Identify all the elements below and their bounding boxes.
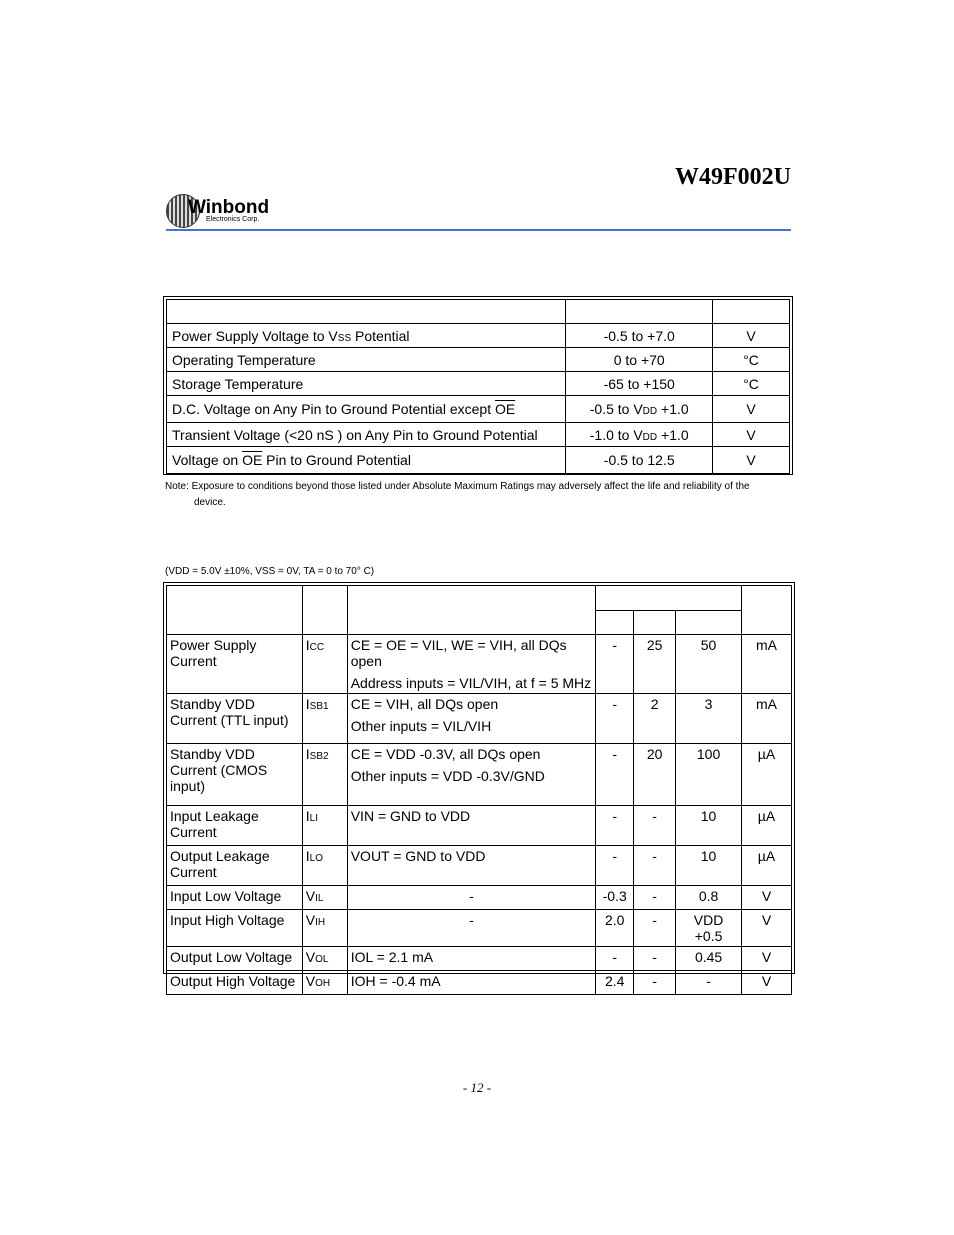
condition-line-1: - <box>469 912 474 928</box>
condition-cell <box>347 635 595 694</box>
rating-sub: DD <box>642 431 658 443</box>
symbol-cell <box>302 694 347 744</box>
param-cell: Storage Temperature <box>167 372 566 396</box>
symbol-sub: OH <box>315 978 331 989</box>
symbol-cell <box>302 947 347 971</box>
max-cell: 0.8 <box>676 886 742 910</box>
typ-cell: 20 <box>634 744 676 806</box>
abs-max-table <box>166 299 790 474</box>
typ-cell: - <box>634 806 676 846</box>
min-cell: -0.3 <box>596 886 634 910</box>
symbol-sub: LI <box>309 813 318 824</box>
symbol-letter: I <box>305 746 310 762</box>
symbol-sub: IH <box>315 917 326 928</box>
typ-cell: 2 <box>634 694 676 744</box>
table-row <box>167 324 790 348</box>
typ-cell: - <box>634 947 676 971</box>
condition-cell <box>347 744 595 806</box>
symbol-letter: I <box>305 848 310 864</box>
condition-cell <box>347 910 595 947</box>
condition-line-1: - <box>469 888 474 904</box>
param-cell: Input Low Voltage <box>167 886 303 910</box>
unit-cell: V <box>742 886 792 910</box>
param-cell: Input High Voltage <box>167 910 303 947</box>
symbol-letter: I <box>305 808 310 824</box>
symbol-letter: V <box>305 912 316 928</box>
unit-cell: µA <box>742 846 792 886</box>
symbol-letter: V <box>305 949 316 965</box>
unit-cell: V <box>742 947 792 971</box>
table-row <box>167 635 792 694</box>
symbol-cell <box>302 886 347 910</box>
part-number-title: W49F002U <box>675 164 791 190</box>
rating-cell: -0.5 to +7.0 <box>566 324 713 348</box>
condition-line-2: Address inputs = VIL/VIH, at f = 5 MHz <box>350 675 592 691</box>
dc-conditions: (VDD = 5.0V ±10%, VSS = 0V, TA = 0 to 70° C) <box>165 566 375 577</box>
unit-cell: µA <box>742 806 792 846</box>
min-cell: 2.0 <box>596 910 634 947</box>
page-number: - 12 - <box>462 1080 492 1095</box>
unit-cell: V <box>713 423 790 447</box>
rating-pre: -1.0 to V <box>589 426 643 443</box>
table-row <box>167 694 792 744</box>
symbol-cell <box>302 846 347 886</box>
typ-cell: - <box>634 846 676 886</box>
symbol-sub: IL <box>315 893 324 904</box>
param-sub: SS <box>337 332 352 344</box>
param-cell: Standby VDD Current (CMOS input) <box>167 744 303 806</box>
condition-line-2: Other inputs = VDD -0.3V/GND <box>350 768 545 784</box>
max-cell: 100 <box>676 744 742 806</box>
min-cell: - <box>596 694 634 744</box>
header-rule <box>166 229 791 231</box>
table-row <box>167 846 792 886</box>
unit-cell: V <box>742 910 792 947</box>
condition-cell <box>347 846 595 886</box>
condition-cell <box>347 947 595 971</box>
condition-line-1: CE = VDD -0.3V, all DQs open <box>350 746 541 762</box>
condition-line-1: VIN = GND to VDD <box>350 808 471 824</box>
param-cell: Power Supply Current <box>167 635 303 694</box>
table-row <box>167 947 792 971</box>
symbol-cell <box>302 971 347 995</box>
dc-table <box>166 585 792 995</box>
table-header-row <box>167 586 792 611</box>
rating-cell: 0 to +70 <box>566 348 713 372</box>
typ-cell: - <box>634 886 676 910</box>
typ-cell: 25 <box>634 635 676 694</box>
condition-cell <box>347 971 595 995</box>
symbol-cell <box>302 910 347 947</box>
min-cell: - <box>596 947 634 971</box>
note-line-2: device. <box>194 497 226 508</box>
rating-cell: -0.5 to 12.5 <box>566 447 713 474</box>
max-cell: 10 <box>676 846 742 886</box>
max-cell: 3 <box>676 694 742 744</box>
min-cell: 2.4 <box>596 971 634 995</box>
condition-line-1: IOH = -0.4 mA <box>350 973 441 989</box>
condition-line-1: CE = VIH, all DQs open <box>350 696 499 712</box>
unit-cell: V <box>713 324 790 348</box>
typ-cell: - <box>634 971 676 995</box>
symbol-sub: SB2 <box>309 751 329 762</box>
symbol-letter: I <box>305 696 310 712</box>
max-cell: VDD +0.5 <box>676 910 742 947</box>
param-pre: Voltage on <box>172 452 243 468</box>
param-text: Power Supply Voltage to V <box>172 327 338 344</box>
rating-sub: DD <box>642 406 658 417</box>
rating-pre: -0.5 to V <box>589 401 643 417</box>
condition-cell <box>347 806 595 846</box>
unit-cell: µA <box>742 744 792 806</box>
table-row <box>167 396 790 423</box>
logo-text: Winbond <box>188 197 270 218</box>
typ-cell: - <box>634 910 676 947</box>
table-row <box>167 806 792 846</box>
unit-cell: V <box>713 447 790 474</box>
note-line-1: Note: Exposure to conditions beyond those listed under Absolute Maximum Ratings may adversely affect the life and reliability of the <box>165 481 750 492</box>
unit-cell: V <box>742 971 792 995</box>
unit-cell: °C <box>713 348 790 372</box>
table-row <box>167 348 790 372</box>
table-row <box>167 744 792 806</box>
condition-line-2: Other inputs = VIL/VIH <box>350 718 492 734</box>
symbol-sub: OL <box>315 954 329 965</box>
param-cell: Output High Voltage <box>167 971 303 995</box>
symbol-sub: CC <box>309 642 325 653</box>
unit-cell: V <box>713 396 790 423</box>
condition-line-1: IOL = 2.1 mA <box>350 949 434 965</box>
winbond-logo <box>166 194 276 228</box>
logo-subtitle: Electronics Corp. <box>206 216 260 223</box>
min-cell: - <box>596 635 634 694</box>
max-cell: 10 <box>676 806 742 846</box>
unit-cell: °C <box>713 372 790 396</box>
symbol-letter: V <box>305 973 316 989</box>
symbol-sub: LO <box>309 853 323 864</box>
table-row <box>167 886 792 910</box>
unit-cell: mA <box>742 694 792 744</box>
param-overline: $\overline{OE}$ <box>494 401 516 417</box>
param-tail: Potential <box>351 327 410 344</box>
symbol-cell <box>302 635 347 694</box>
abs-max-note <box>165 479 793 511</box>
param-overline: $\overline{OE}$ <box>242 452 263 468</box>
table-row <box>167 447 790 474</box>
table-row <box>167 372 790 396</box>
symbol-cell <box>302 806 347 846</box>
table-header-row <box>167 300 790 324</box>
param-cell: Output Leakage Current <box>167 846 303 886</box>
unit-cell: mA <box>742 635 792 694</box>
max-cell: - <box>676 971 742 995</box>
param-cell: Transient Voltage (<20 nS ) on Any Pin to Ground Potential <box>167 423 566 447</box>
symbol-sub: SB1 <box>309 701 329 712</box>
condition-line-1: CE = OE = VIL, WE = VIH, all DQs open <box>350 637 567 669</box>
condition-line-1: VOUT = GND to VDD <box>350 848 486 864</box>
condition-cell <box>347 886 595 910</box>
symbol-cell <box>302 744 347 806</box>
param-text: Pin to Ground Potential <box>262 452 411 468</box>
table-row <box>167 423 790 447</box>
max-cell: 50 <box>676 635 742 694</box>
rating-post: +1.0 <box>657 426 689 443</box>
min-cell: - <box>596 806 634 846</box>
param-cell: Input Leakage Current <box>167 806 303 846</box>
rating-post: +1.0 <box>657 401 689 417</box>
param-cell: Standby VDD Current (TTL input) <box>167 694 303 744</box>
max-cell: 0.45 <box>676 947 742 971</box>
table-row <box>167 910 792 947</box>
condition-cell <box>347 694 595 744</box>
symbol-letter: I <box>305 637 310 653</box>
param-text: D.C. Voltage on Any Pin to Ground Potential except <box>172 401 495 417</box>
table-row <box>167 971 792 995</box>
rating-cell: -65 to +150 <box>566 372 713 396</box>
param-cell: Operating Temperature <box>167 348 566 372</box>
min-cell: - <box>596 744 634 806</box>
symbol-letter: V <box>305 888 316 904</box>
min-cell: - <box>596 846 634 886</box>
param-cell: Output Low Voltage <box>167 947 303 971</box>
